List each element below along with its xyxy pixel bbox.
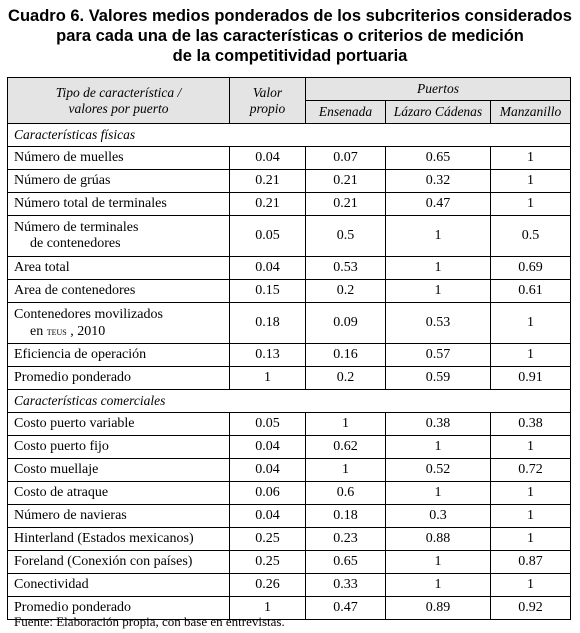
- cell-lazaro: 0.47: [386, 193, 491, 216]
- row-label: Hinterland (Estados mexicanos): [8, 528, 230, 551]
- row-label-line-1: Contenedores movilizados: [14, 306, 163, 322]
- header-tipo-line-2: valores por puerto: [68, 100, 169, 116]
- cell-manzanillo: 1: [491, 574, 571, 597]
- cell-ensenada: 0.23: [306, 528, 386, 551]
- cell-ensenada: 0.47: [306, 597, 386, 620]
- row-label-line-2: de contenedores: [30, 236, 121, 251]
- cell-lazaro: 1: [386, 482, 491, 505]
- cell-lazaro: 0.52: [386, 459, 491, 482]
- title-line-3: de la competitividad portuaria: [172, 47, 408, 65]
- cell-manzanillo: 0.87: [491, 551, 571, 574]
- row-label-prefix: en: [30, 323, 44, 339]
- cell-ensenada: 0.16: [306, 344, 386, 367]
- cell-valor: 0.13: [230, 344, 306, 367]
- row-label: Eficiencia de operación: [8, 344, 230, 367]
- cell-valor: 0.04: [230, 257, 306, 280]
- source-note: Fuente: Elaboración propia, con base en entrevistas.: [14, 614, 285, 629]
- cell-lazaro: 1: [386, 436, 491, 459]
- row-label-line-2: [14, 323, 105, 340]
- row-label-suffix: , 2010: [70, 323, 106, 339]
- cell-manzanillo: 1: [491, 193, 571, 216]
- cell-lazaro: 0.3: [386, 505, 491, 528]
- cell-manzanillo: 1: [491, 528, 571, 551]
- cell-manzanillo: 0.5: [491, 216, 571, 257]
- cell-lazaro: 1: [386, 257, 491, 280]
- cell-manzanillo: 0.69: [491, 257, 571, 280]
- row-label: Costo muellaje: [8, 459, 230, 482]
- cell-manzanillo: 0.91: [491, 367, 571, 390]
- cell-valor: 0.21: [230, 193, 306, 216]
- table-row: [8, 280, 571, 303]
- cell-lazaro: 1: [386, 280, 491, 303]
- cell-lazaro: 0.65: [386, 147, 491, 170]
- cell-ensenada: 0.18: [306, 505, 386, 528]
- header-manzanillo: Manzanillo: [491, 101, 571, 124]
- cell-ensenada: 1: [306, 459, 386, 482]
- cell-ensenada: 0.6: [306, 482, 386, 505]
- cell-lazaro: 0.57: [386, 344, 491, 367]
- cell-valor: 0.05: [230, 216, 306, 257]
- row-label: Promedio ponderado: [8, 367, 230, 390]
- cell-manzanillo: 0.38: [491, 413, 571, 436]
- cell-ensenada: 0.53: [306, 257, 386, 280]
- cell-ensenada: 0.62: [306, 436, 386, 459]
- cell-lazaro: 0.53: [386, 303, 491, 344]
- row-label: Costo de atraque: [8, 482, 230, 505]
- table-row: [8, 147, 571, 170]
- header-valor-line-2: propio: [249, 100, 286, 116]
- cell-manzanillo: 1: [491, 482, 571, 505]
- cell-valor: 0.04: [230, 147, 306, 170]
- header-valor-propio: [230, 78, 306, 124]
- cell-valor: 0.06: [230, 482, 306, 505]
- row-label: Costo puerto fijo: [8, 436, 230, 459]
- row-label: [8, 303, 230, 344]
- cell-ensenada: 0.21: [306, 193, 386, 216]
- cell-ensenada: 1: [306, 413, 386, 436]
- title-line-1: Cuadro 6. Valores medios ponderados de los subcriterios considerados: [8, 7, 572, 25]
- cell-lazaro: 1: [386, 551, 491, 574]
- cell-lazaro: 0.59: [386, 367, 491, 390]
- cell-manzanillo: 0.72: [491, 459, 571, 482]
- cell-valor: 0.04: [230, 505, 306, 528]
- cell-valor: 0.26: [230, 574, 306, 597]
- table-row: [8, 574, 571, 597]
- row-label-smallcaps: teus: [46, 323, 67, 338]
- row-label: Número de muelles: [8, 147, 230, 170]
- cell-valor: 0.25: [230, 551, 306, 574]
- table-row: [8, 528, 571, 551]
- row-label: Costo puerto variable: [8, 413, 230, 436]
- table-title: [0, 6, 580, 66]
- cell-lazaro: 0.89: [386, 597, 491, 620]
- cell-ensenada: 0.09: [306, 303, 386, 344]
- table-row: [8, 216, 571, 257]
- row-label: Area total: [8, 257, 230, 280]
- cell-valor: 0.04: [230, 436, 306, 459]
- row-label: Area de contenedores: [8, 280, 230, 303]
- cell-valor: 0.04: [230, 459, 306, 482]
- row-label: Conectividad: [8, 574, 230, 597]
- header-tipo: [8, 78, 230, 124]
- cell-ensenada: 0.2: [306, 280, 386, 303]
- row-label: Número de navieras: [8, 505, 230, 528]
- header-tipo-line-1: Tipo de característica /: [55, 84, 182, 100]
- row-label: Promedio ponderado: [8, 597, 230, 620]
- header-ensenada: Ensenada: [306, 101, 386, 124]
- cell-lazaro: 0.32: [386, 170, 491, 193]
- header-row-1: [8, 78, 571, 101]
- cell-valor: 0.05: [230, 413, 306, 436]
- section-row-fisicas: [8, 124, 571, 147]
- cell-ensenada: 0.2: [306, 367, 386, 390]
- cell-manzanillo: 1: [491, 505, 571, 528]
- cell-manzanillo: 0.92: [491, 597, 571, 620]
- table-row: [8, 413, 571, 436]
- cell-manzanillo: 1: [491, 170, 571, 193]
- table-row: [8, 170, 571, 193]
- table-row: [8, 436, 571, 459]
- title-line-2: para cada una de las características o criterios de medición: [56, 27, 524, 45]
- table-row: [8, 367, 571, 390]
- table-row: [8, 551, 571, 574]
- cell-manzanillo: 1: [491, 147, 571, 170]
- table-row: [8, 459, 571, 482]
- cell-valor: 0.15: [230, 280, 306, 303]
- row-label: Número de grúas: [8, 170, 230, 193]
- cell-lazaro: 0.38: [386, 413, 491, 436]
- cell-ensenada: 0.21: [306, 170, 386, 193]
- table-row: [8, 193, 571, 216]
- cell-valor: 1: [230, 597, 306, 620]
- cell-valor: 0.18: [230, 303, 306, 344]
- cell-manzanillo: 1: [491, 436, 571, 459]
- header-puertos: Puertos: [306, 78, 571, 101]
- table-row: [8, 482, 571, 505]
- table-row: [8, 505, 571, 528]
- cell-manzanillo: 1: [491, 303, 571, 344]
- cell-manzanillo: 1: [491, 344, 571, 367]
- table-row: [8, 344, 571, 367]
- data-table: [7, 77, 571, 620]
- section-label: Características comerciales: [8, 390, 571, 413]
- cell-valor: 0.21: [230, 170, 306, 193]
- cell-ensenada: 0.5: [306, 216, 386, 257]
- cell-ensenada: 0.33: [306, 574, 386, 597]
- cell-valor: 0.25: [230, 528, 306, 551]
- cell-manzanillo: 0.61: [491, 280, 571, 303]
- cell-lazaro: 1: [386, 216, 491, 257]
- section-row-comerciales: [8, 390, 571, 413]
- table-row: [8, 257, 571, 280]
- row-label-line-1: Número de terminales: [14, 220, 139, 235]
- table-row: [8, 303, 571, 344]
- cell-lazaro: 0.88: [386, 528, 491, 551]
- cell-ensenada: 0.65: [306, 551, 386, 574]
- row-label: Foreland (Conexión con países): [8, 551, 230, 574]
- section-label: Características físicas: [8, 124, 571, 147]
- header-lazaro-cardenas: Lázaro Cádenas: [386, 101, 491, 124]
- header-valor-line-1: Valor: [252, 84, 283, 100]
- cell-valor: 1: [230, 367, 306, 390]
- row-label: [8, 216, 230, 257]
- cell-lazaro: 1: [386, 574, 491, 597]
- cell-ensenada: 0.07: [306, 147, 386, 170]
- row-label: Número total de terminales: [8, 193, 230, 216]
